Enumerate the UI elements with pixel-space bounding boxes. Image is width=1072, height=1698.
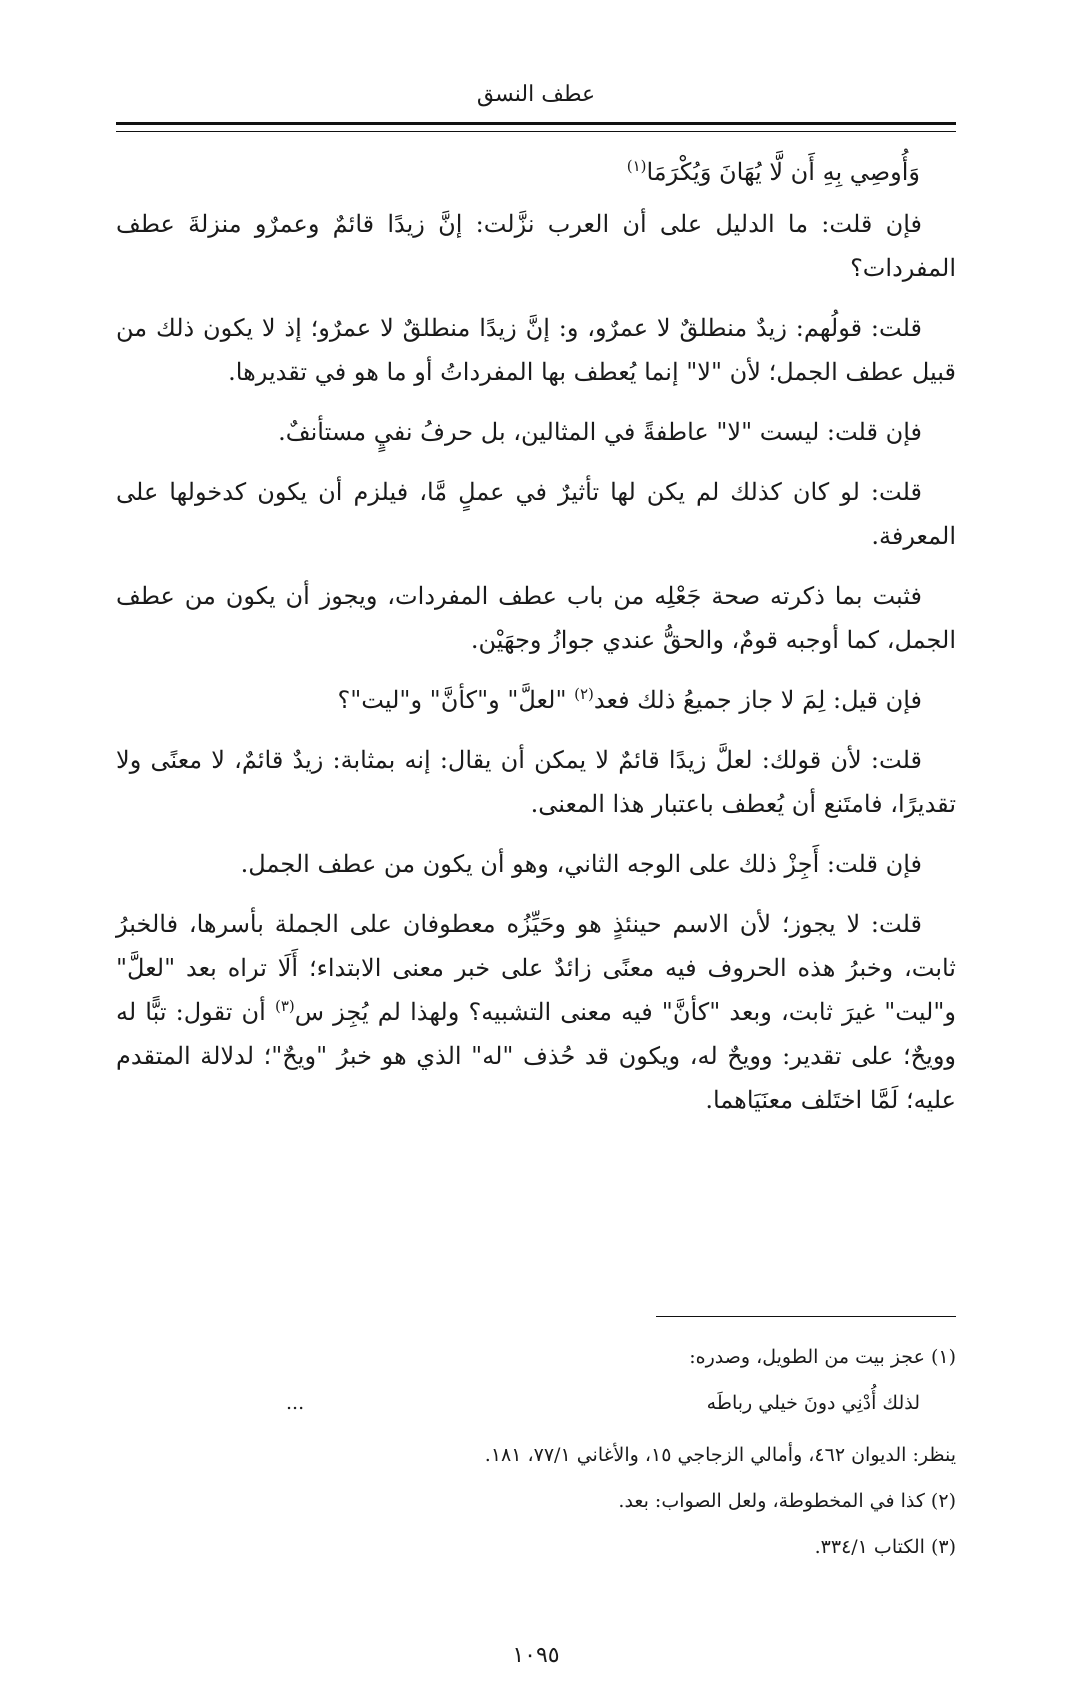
paragraph-last	[116, 902, 956, 1122]
footnote-1-verse	[116, 1382, 956, 1424]
footnote-2: (٢) كذا في المخطوطة، ولعل الصواب: بعد.	[618, 1490, 956, 1512]
paragraph: قلت: لأن قولك: لعلَّ زيدًا قائمٌ لا يمكن أن يقال: إنه بمثابة: زيدٌ قائمٌ، لا معنًى ولا تقديرًا، فامتَنع أن يُعطف باعتبار هذا المعنى.	[116, 746, 956, 818]
paragraph-text: "لعلَّ" و"كأنَّ" و"ليت"؟	[337, 686, 575, 714]
running-head: عطف النسق	[476, 82, 596, 107]
paragraph-text: قلت: لا يجوز؛ لأن الاسم حينئذٍ هو وحَيِّزُه معطوفان على الجملة بأسرها، فالخبرُ ثابت، وخبرُ هذه الحروف فيه معنًى زائدٌ على خبر معنى الابتداء؛ أَلَا تراه بعد "لعلَّ" و"ليت" غيرَ ثابت، وبعد "كأنَّ" فيه معنى التشبيه؟ ولهذا لم يُجِز س	[116, 910, 957, 1026]
paragraph: قلت: قولُهم: زيدٌ منطلقٌ لا عمرٌو، و: إنَّ زيدًا منطلقٌ لا عمرٌو؛ إذ لا يكون ذلك من قبيل عطف الجمل؛ لأن "لا" إنما يُعطف بها المفرداتُ أو ما هو في تقديرها.	[116, 314, 956, 386]
footnote-separator	[656, 1316, 956, 1317]
main-text	[116, 150, 956, 1138]
footnotes	[116, 1336, 956, 1572]
paragraph-question	[116, 678, 956, 722]
paragraph-text: أن تقول: تبًّا له وويحٌ؛ على تقدير: وويحٌ له، ويكون قد حُذف "له" الذي هو خبرُ "ويحٌ"؛ لدلالة المتقدم عليه؛ لَمَّا اختَلف معنَيَاهما.	[116, 998, 956, 1114]
paragraph: فثبت بما ذكرته صحة جَعْلِه من باب عطف المفردات، ويجوز أن يكون من عطف الجمل، كما أوجبه قومٌ، والحقُّ عندي جوازُ وجهَيْن.	[116, 582, 956, 654]
footnote-verse-ellipsis: ...	[286, 1392, 305, 1414]
footnote-ref-3: (٣)	[274, 997, 295, 1015]
paragraph-text: فإن قيل: لِمَ لا جاز جميعُ ذلك فعد	[593, 686, 922, 714]
paragraph: فإن قلت: ما الدليل على أن العرب نزَّلت: إنَّ زيدًا قائمٌ وعمرٌو منزلةَ عطف المفردات؟	[116, 210, 956, 282]
header-rule-thick	[116, 122, 956, 125]
page-number: ١٠٩٥	[512, 1643, 560, 1668]
header-rule-thin	[116, 131, 956, 132]
verse-line	[116, 150, 956, 194]
footnote-1-sources: ينظر: الديوان ٤٦٢، وأمالي الزجاجي ١٥، والأغاني ٧٧/١، ١٨١.	[484, 1444, 956, 1466]
footnote-ref-1: (١)	[626, 157, 647, 175]
footnote-3: (٣) الكتاب ٣٣٤/١.	[814, 1536, 956, 1558]
paragraph: قلت: لو كان كذلك لم يكن لها تأثيرٌ في عملٍ مَّا، فيلزم أن يكون كدخولها على المعرفة.	[116, 478, 956, 550]
footnote-ref-2: (٢)	[574, 685, 594, 703]
footnote-1: (١) عجز بيت من الطويل، وصدره:	[689, 1346, 956, 1368]
footnote-verse-first-half: لذلك أُدْنِي دونَ خيلي رباطَه	[706, 1392, 920, 1414]
paragraph: فإن قلت: ليست "لا" عاطفةً في المثالين، بل حرفُ نفيٍ مستأنفٌ.	[278, 418, 922, 446]
paragraph: فإن قلت: أَجِزْ ذلك على الوجه الثاني، وهو أن يكون من عطف الجمل.	[240, 850, 922, 878]
verse-text: وَأُوصِي بِهِ أَن لَّا يُهَانَ وَيُكْرَمَا	[646, 158, 920, 186]
